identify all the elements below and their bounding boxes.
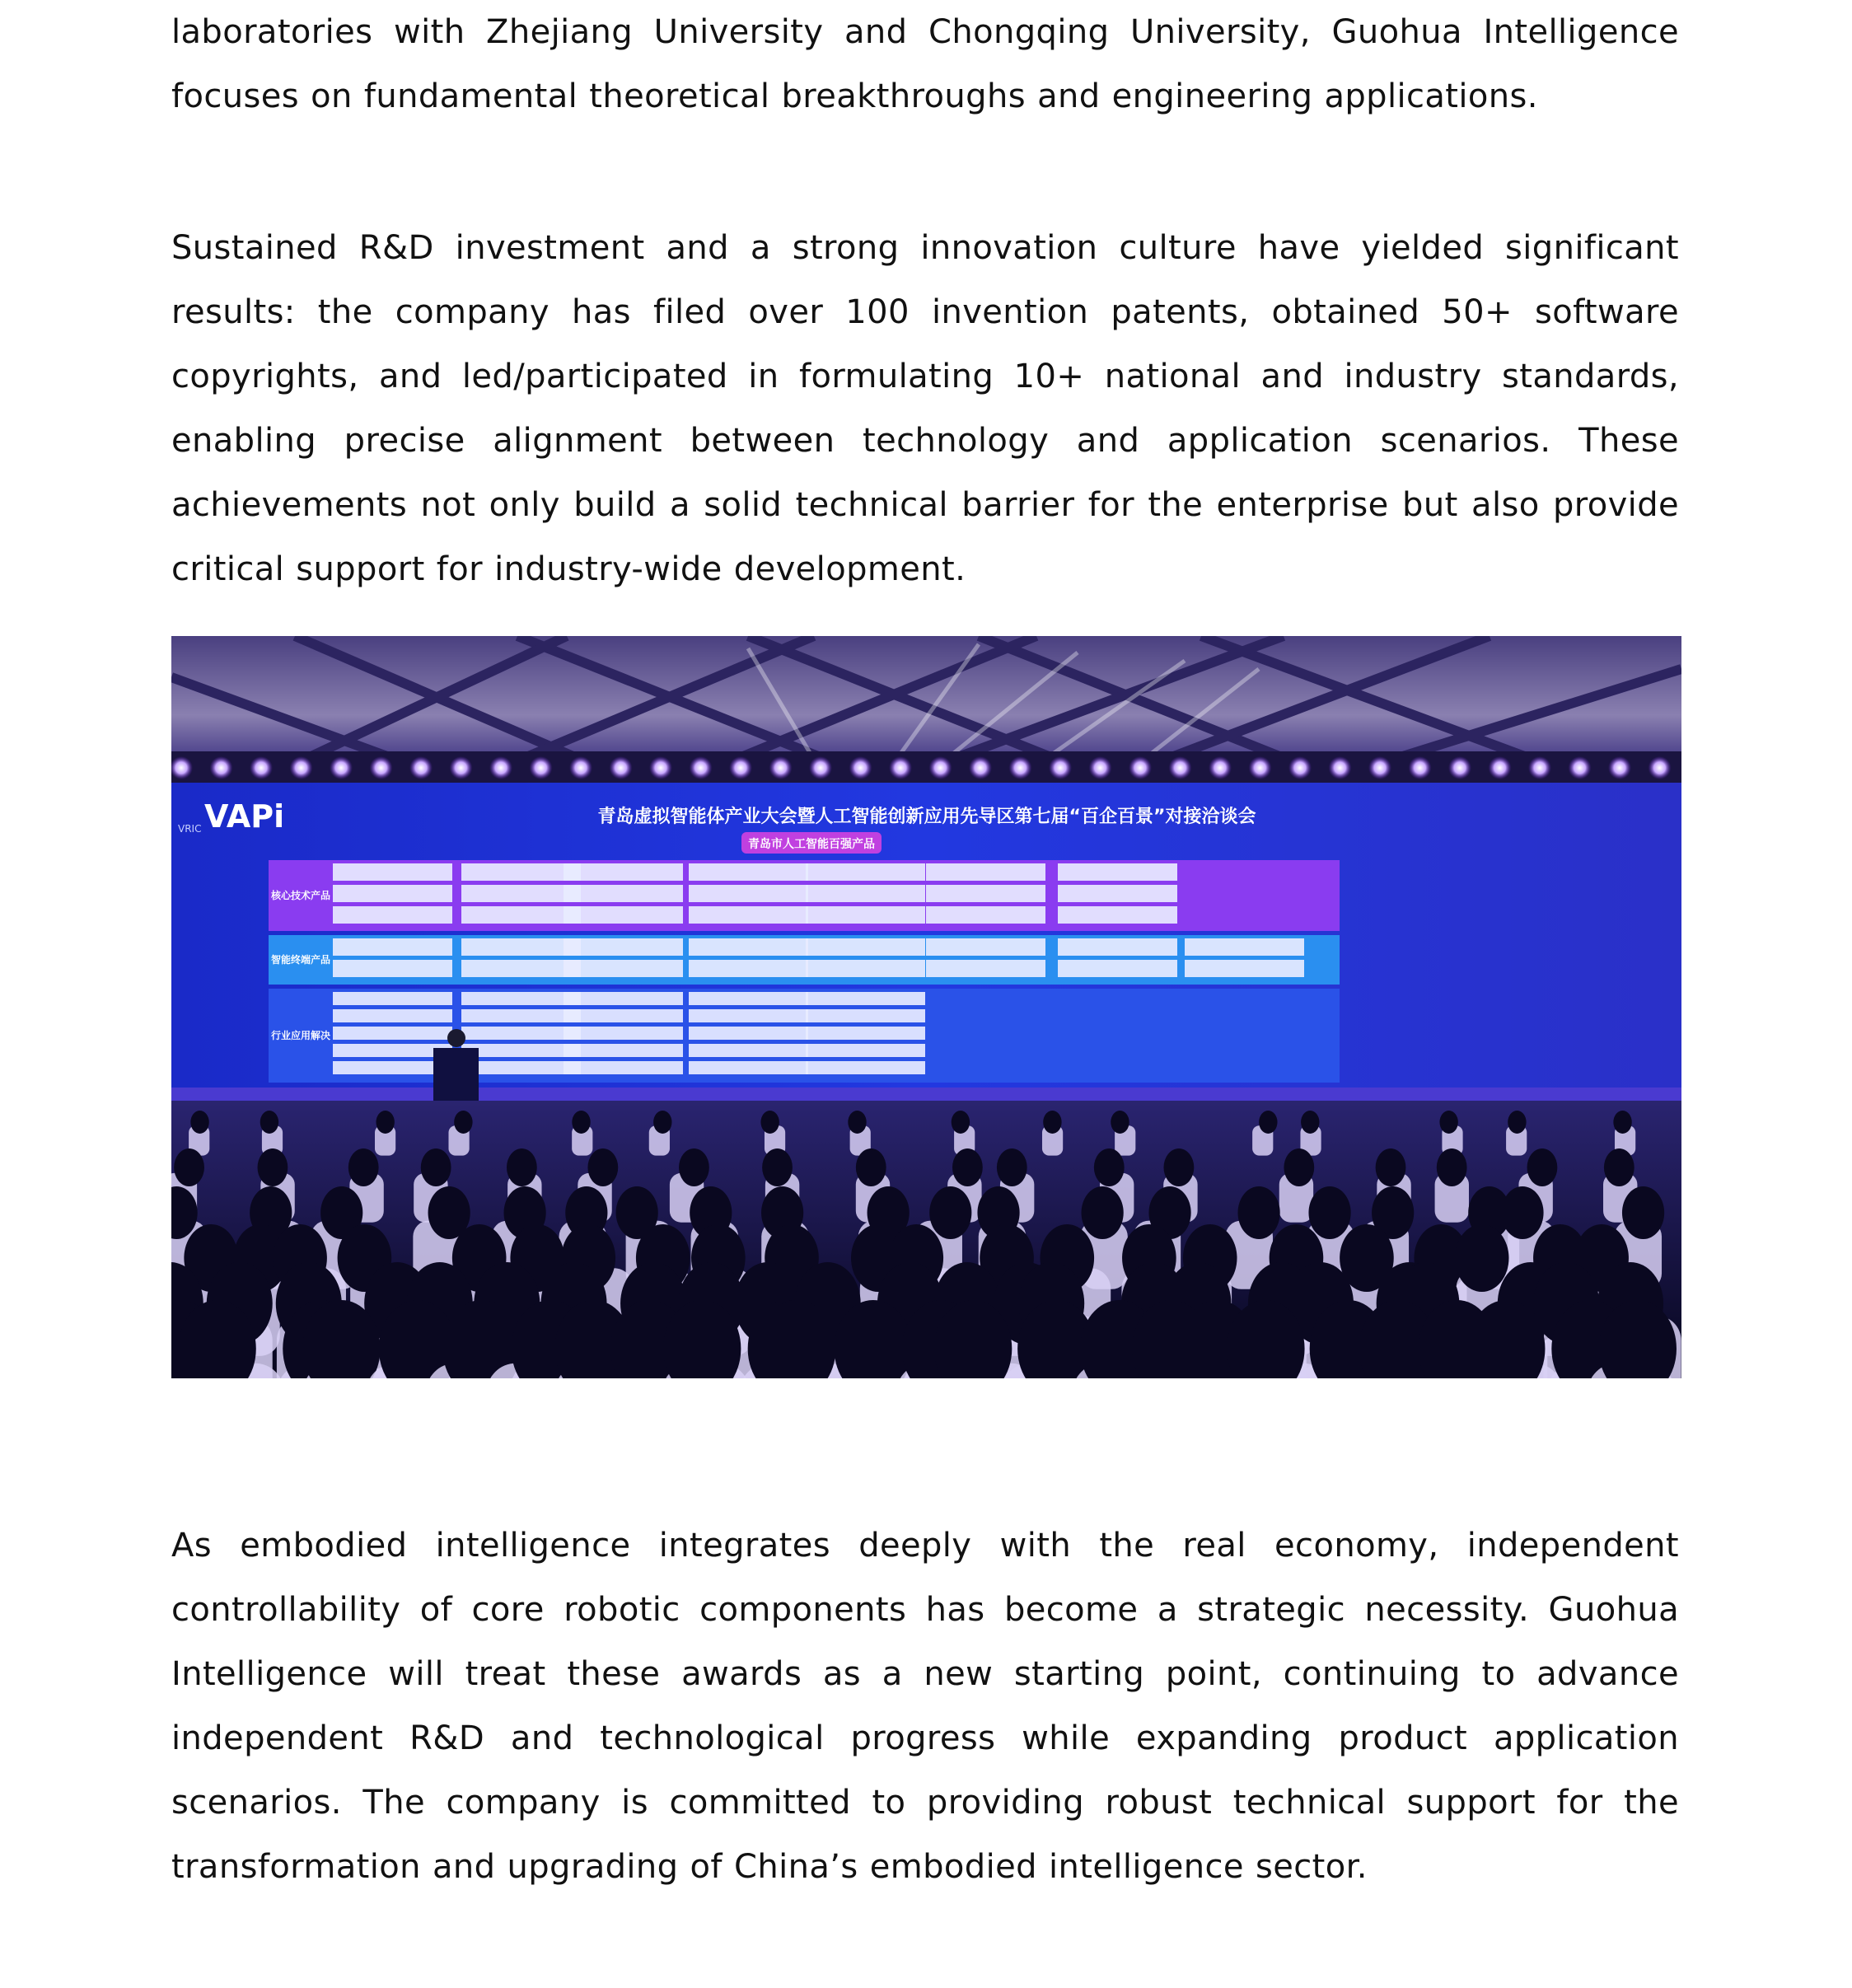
company-cell xyxy=(564,1044,683,1057)
company-cell xyxy=(461,960,581,977)
attendee xyxy=(679,1148,709,1186)
company-cell xyxy=(333,992,452,1005)
screen-subtitle: 青岛市人工智能百强产品 xyxy=(748,838,875,851)
screen-title: 青岛虚拟智能体产业大会暨人工智能创新应用先导区第七届“百企百景”对接洽谈会 xyxy=(597,807,1256,827)
attendee xyxy=(454,1111,472,1134)
stage-light xyxy=(290,756,313,779)
stage-light xyxy=(1608,756,1631,779)
company-cell xyxy=(689,885,808,902)
attendee xyxy=(587,1148,618,1186)
company-cell xyxy=(461,1061,581,1074)
company-cell xyxy=(461,906,581,924)
stage-light xyxy=(1368,756,1391,779)
company-cell xyxy=(1058,906,1177,924)
paragraph-labs: laboratories with Zhejiang University and Chongqing University, Guohua Intelligence focuses on fundamental theoretical breakthroughs and engineering applications. xyxy=(171,13,1679,115)
stage-light xyxy=(1249,756,1272,779)
company-cell xyxy=(689,906,808,924)
company-cell xyxy=(333,1009,452,1022)
category-label-industry: 行业应用解决 xyxy=(270,1030,331,1041)
attendee xyxy=(260,1111,278,1134)
company-cell xyxy=(806,992,925,1005)
stage-light xyxy=(1089,756,1112,779)
company-cell xyxy=(689,1009,808,1022)
attendee xyxy=(1613,1111,1631,1134)
attendee xyxy=(952,1148,983,1186)
stage-light xyxy=(1489,756,1512,779)
company-cell xyxy=(806,863,925,881)
stage-light xyxy=(1288,756,1312,779)
stage-light xyxy=(1209,756,1232,779)
paragraph-outlook: As embodied intelligence integrates deeply with the real economy, independent controllability of core robotic components has become a strategic necessity. Guohua Intelligence will treat these awards as a new starting point, continuing to advance independent R&D and technological progress while expanding product application scenarios. The company is committed to providing robust technical support for the transformation and upgrading of China’s embodied intelligence sector. xyxy=(171,1527,1679,1886)
stage-light xyxy=(210,756,233,779)
company-cell xyxy=(461,1044,581,1057)
attendee xyxy=(653,1111,671,1134)
company-cell xyxy=(564,1061,683,1074)
stage-light xyxy=(649,756,672,779)
company-cell xyxy=(1058,938,1177,956)
company-cell xyxy=(564,960,683,977)
attendee xyxy=(1527,1148,1558,1186)
company-cell xyxy=(564,938,683,956)
attendee xyxy=(421,1148,451,1186)
company-cell xyxy=(1185,938,1304,956)
attendee xyxy=(1437,1148,1467,1186)
company-cell xyxy=(926,863,1045,881)
company-cell xyxy=(689,992,808,1005)
category-label-terminal: 智能终端产品 xyxy=(270,954,331,966)
stage-light xyxy=(489,756,512,779)
company-cell xyxy=(806,938,925,956)
attendee xyxy=(1308,1186,1350,1239)
attendee xyxy=(1376,1148,1406,1186)
stage-light xyxy=(1169,756,1192,779)
company-cell xyxy=(806,885,925,902)
company-cell xyxy=(689,1061,808,1074)
stage-light xyxy=(450,756,473,779)
company-cell xyxy=(461,863,581,881)
company-cell xyxy=(806,1009,925,1022)
vapi-logo: VAPi xyxy=(204,798,285,835)
stage-light xyxy=(1528,756,1551,779)
company-cell xyxy=(689,1044,808,1057)
attendee xyxy=(997,1148,1027,1186)
company-cell xyxy=(806,1044,925,1057)
company-cell xyxy=(926,906,1045,924)
company-cell xyxy=(333,1027,452,1040)
attendee xyxy=(1604,1148,1635,1186)
stage-light xyxy=(889,756,912,779)
attendee xyxy=(1501,1186,1543,1239)
stage-light xyxy=(330,756,353,779)
attendee xyxy=(507,1148,537,1186)
stage-light xyxy=(1129,756,1152,779)
stage-light xyxy=(769,756,793,779)
company-cell xyxy=(333,938,452,956)
conference-photo xyxy=(171,636,1681,1378)
category-label-core: 核心技术产品 xyxy=(270,890,331,901)
vric-logo: VRIC xyxy=(178,823,202,835)
stage-light xyxy=(690,756,713,779)
company-cell xyxy=(564,1009,683,1022)
company-cell xyxy=(564,992,683,1005)
stage-light xyxy=(610,756,633,779)
ceiling xyxy=(171,636,1681,768)
company-cell xyxy=(333,906,452,924)
attendee xyxy=(1301,1111,1319,1134)
attendee xyxy=(1439,1111,1457,1134)
podium xyxy=(433,1048,479,1101)
company-cell xyxy=(806,1027,925,1040)
stage-light xyxy=(849,756,872,779)
company-cell xyxy=(564,863,683,881)
company-cell xyxy=(806,906,925,924)
attendee xyxy=(258,1148,288,1186)
paragraph-rd-results: Sustained R&D investment and a strong innovation culture have yielded significant results: the company has filed over 100 invention patents, obtained 50+ software copyrights, and led/participated in formulating 10+ national and industry standards, enabling precise alignment between technology and application scenarios. These achievements not only build a solid technical barrier for the enterprise but also provide critical support for industry-wide development. xyxy=(171,229,1679,588)
stage-light xyxy=(969,756,992,779)
attendee xyxy=(348,1148,379,1186)
stage-edge xyxy=(171,1088,1681,1101)
attendee xyxy=(1043,1111,1061,1134)
attendee xyxy=(1238,1186,1280,1239)
attendee xyxy=(1284,1148,1314,1186)
company-cell xyxy=(926,960,1045,977)
company-cell xyxy=(926,938,1045,956)
company-cell xyxy=(461,885,581,902)
stage-light xyxy=(370,756,393,779)
conference-scene xyxy=(171,636,1681,1378)
company-cell xyxy=(333,885,452,902)
stage-light xyxy=(1009,756,1032,779)
stage-light xyxy=(1649,756,1672,779)
company-cell xyxy=(333,960,452,977)
attendee xyxy=(174,1148,204,1186)
stage-light xyxy=(1329,756,1352,779)
speaker xyxy=(447,1029,465,1047)
company-cell xyxy=(689,863,808,881)
attendee xyxy=(1508,1111,1526,1134)
company-cell xyxy=(806,960,925,977)
company-cell xyxy=(1058,885,1177,902)
company-cell xyxy=(461,992,581,1005)
company-cell xyxy=(1058,863,1177,881)
stage-light xyxy=(929,756,952,779)
company-cell xyxy=(333,863,452,881)
attendee xyxy=(856,1148,886,1186)
company-cell xyxy=(564,1027,683,1040)
attendee xyxy=(929,1186,971,1239)
stage-light xyxy=(729,756,752,779)
stage-light xyxy=(1448,756,1471,779)
attendee xyxy=(1082,1186,1124,1239)
company-cell xyxy=(689,960,808,977)
attendee xyxy=(762,1148,793,1186)
company-cell xyxy=(926,885,1045,902)
company-cell xyxy=(806,1061,925,1074)
attendee xyxy=(1622,1186,1664,1239)
attendee xyxy=(190,1111,208,1134)
attendee xyxy=(1094,1148,1125,1186)
attendee xyxy=(1111,1111,1129,1134)
attendee xyxy=(952,1111,970,1134)
company-cell xyxy=(1185,960,1304,977)
attendee xyxy=(848,1111,866,1134)
company-cell xyxy=(461,938,581,956)
company-cell xyxy=(461,1027,581,1040)
stage-light xyxy=(1049,756,1072,779)
stage-light xyxy=(1569,756,1592,779)
company-cell xyxy=(689,938,808,956)
attendee xyxy=(376,1111,394,1134)
stage-light xyxy=(1409,756,1432,779)
stage-light xyxy=(530,756,553,779)
company-cell xyxy=(689,1027,808,1040)
stage-light xyxy=(250,756,273,779)
attendee xyxy=(1455,1224,1509,1292)
company-cell xyxy=(1058,960,1177,977)
stage-light xyxy=(409,756,433,779)
attendee xyxy=(572,1111,590,1134)
company-cell xyxy=(461,1009,581,1022)
stage-light xyxy=(569,756,592,779)
attendee xyxy=(760,1111,779,1134)
company-cell xyxy=(564,906,683,924)
company-cell xyxy=(564,885,683,902)
attendee xyxy=(1163,1148,1194,1186)
attendee xyxy=(1259,1111,1277,1134)
stage-light xyxy=(809,756,832,779)
